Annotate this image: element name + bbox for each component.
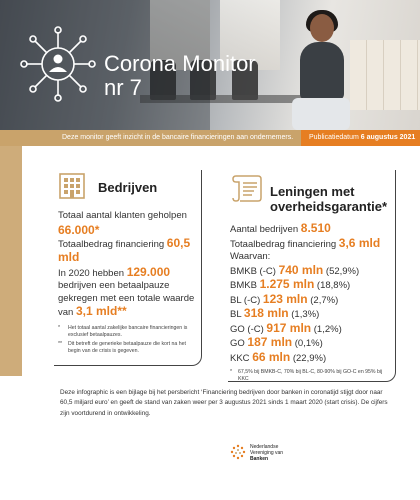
loan-name: BL (-C) [230,294,261,306]
loan-pct: (2,7%) [310,294,339,306]
leningen-amount-value: 3,6 mld [338,235,381,250]
footnote-mark: * [230,369,233,375]
leningen-panel [228,170,396,382]
scroll-document-icon [230,172,264,204]
bedrijven-panel [54,170,202,366]
nvb-logo-text [250,444,283,462]
network-person-icon [18,24,98,104]
footnote-1 [58,325,198,339]
loan-item [230,351,392,366]
date-value: 6 augustus 2021 [360,134,416,141]
loan-name: KKC [230,352,250,364]
footnote-2 [58,341,198,355]
leningen-heading-line-1: Leningen met [270,184,355,199]
leningen-amount-label: Totaalbedrag financiering [230,238,337,250]
loan-item [230,307,392,322]
loan-pct: (1,3%) [291,309,320,320]
pause-value: 3,1 mld** [75,304,127,318]
amount-value: 60,5 mld [58,235,191,264]
bedrijven-body [58,210,198,355]
nvb-logo [230,444,283,462]
loan-item [230,293,392,308]
loan-pct: (1,2%) [313,323,342,335]
leningen-heading [270,184,387,214]
clients-label: Totaal aantal klanten geholpen [58,210,187,221]
shelf-decor [350,40,420,110]
loan-name: BMKB [230,280,257,291]
loan-pct: (18,8%) [316,280,351,291]
monitor-description: Deze monitor geeft inzicht in de bancaire financieringen aan ondernemers. [0,130,301,146]
footnote-text: Dit betreft de generieke betaalpauze die kort na het begin van de crisis is gegeven. [68,340,186,354]
building-icon [58,172,86,200]
footnote-text: 67,5% bij BMKB-C, 70% bij BL-C, 80-90% bij GO-C en 95% bij KKC [238,369,383,382]
loan-item [230,322,392,337]
loan-item [230,336,392,351]
loan-pct: (22,9%) [292,352,327,364]
loan-pct: (0,1%) [294,338,323,349]
nvb-line-2: Vereniging van [250,450,284,456]
header-photo [0,0,420,130]
footnote-mark: ** [58,340,63,347]
footnote-mark: * [58,324,61,331]
loan-pct: (52,9%) [325,265,360,277]
person-figure [310,14,334,42]
leningen-amount-line [230,237,392,252]
footnote-text: Het totaal aantal zakelijke bancaire financieringen is exclusief betaalpauzes. [68,324,188,338]
pause-pre: In 2020 hebben [58,267,125,279]
leningen-heading-line-2: overheidsgarantie* [270,199,388,214]
companies-value: 8.510 [300,221,331,235]
page-title [104,52,256,100]
amount-line [58,237,198,266]
person-figure [300,42,344,100]
date-prefix: Publicatiedatum [309,134,359,141]
publication-date [301,130,420,146]
loan-value: 318 mln [243,306,289,320]
loan-name: BL [230,309,242,320]
loan-value: 1.275 mln [259,277,315,291]
loan-name: GO [230,338,245,349]
nvb-logo-mark [230,444,246,462]
loan-item [230,278,392,293]
waarvan-label: Waarvan: [230,251,271,262]
title-line-1: Corona Monitor [104,51,256,76]
loan-item [230,264,392,279]
loan-value: 187 mln [247,335,293,349]
leningen-body [230,222,392,383]
loan-value: 66 mln [252,349,291,364]
companies-line [230,222,392,237]
bedrijven-heading: Bedrijven [98,180,158,195]
leningen-footnote [230,369,392,383]
loan-value: 123 mln [262,291,308,306]
accent-strip [0,146,22,376]
loan-value: 917 mln [266,320,312,335]
bottom-note: Deze infographic is een bijlage bij het persbericht ‘Financiering bedrijven door banken in coronatijd stijgt door naar 60,5 miljard euro’ en geeft de stand van zaken weer per 3 augustus 2021 sinds 1 maart 2020 (start crisis). De cijfers zijn voortdurend in ontwikkeling. [60,389,388,417]
info-bar [0,130,420,146]
nvb-line-3: Banken [250,456,269,462]
nvb-line-1: Nederlandse [250,444,279,450]
clients-value: 66.000* [58,222,100,237]
companies-label: Aantal bedrijven [230,224,299,235]
pause-count: 129.000 [126,264,171,279]
person-figure [292,98,350,130]
loan-name: BMKB (-C) [230,265,276,277]
title-line-2: nr 7 [104,75,142,100]
loan-name: GO (-C) [230,323,264,335]
amount-label: Totaalbedrag financiering [58,238,165,250]
loan-value: 740 mln [278,262,324,277]
pause-mid: bedrijven een betaalpauze gekregen met een totale waarde van [58,280,195,318]
pause-text [58,266,198,320]
